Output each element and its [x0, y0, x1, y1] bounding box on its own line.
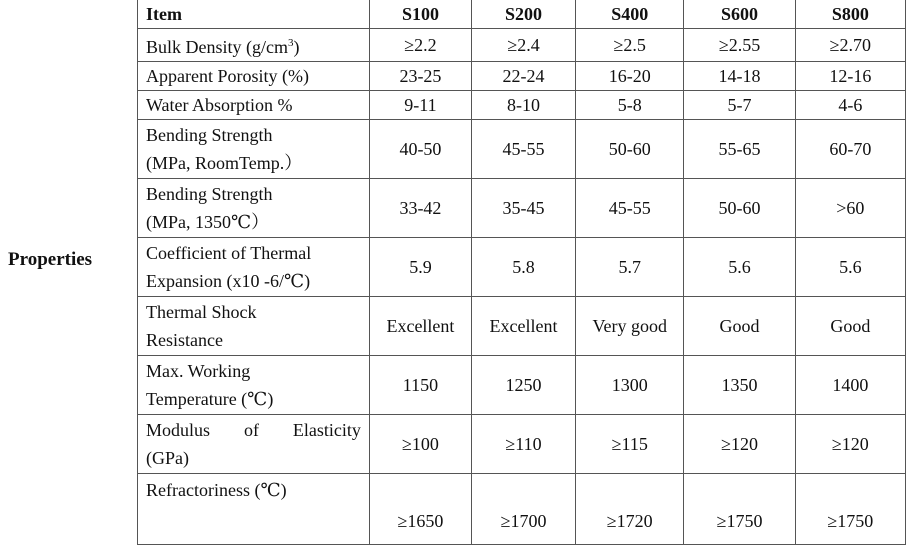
table-row	[138, 179, 906, 238]
row-value: 33-42	[369, 179, 471, 238]
row-value: 55-65	[684, 120, 795, 179]
row-label: Modulus of Elasticity (GPa)	[138, 415, 370, 474]
row-value: 1400	[795, 356, 905, 415]
row-label: Water Absorption %	[138, 91, 370, 120]
row-value: 35-45	[472, 179, 576, 238]
row-value: 9-11	[369, 91, 471, 120]
row-label: Bulk Density $(g/cm^3)$	[138, 29, 370, 62]
row-value: 50-60	[684, 179, 795, 238]
row-value: ≥115	[576, 415, 684, 474]
row-value: 5.7	[576, 238, 684, 297]
row-value: 23-25	[369, 62, 471, 91]
table-body	[138, 29, 906, 545]
row-value: ≥120	[795, 415, 905, 474]
row-value: ≥1750	[795, 474, 905, 545]
row-label: Bending Strength (MPa, 1350℃）	[138, 179, 370, 238]
header-s100: S100	[369, 0, 471, 29]
row-value: 1250	[472, 356, 576, 415]
row-value: 45-55	[472, 120, 576, 179]
row-value: Good	[795, 297, 905, 356]
row-value: ≥2.2	[369, 29, 471, 62]
row-value: ≥100	[369, 415, 471, 474]
row-value: 1300	[576, 356, 684, 415]
row-value: Excellent	[369, 297, 471, 356]
header-s400: S400	[576, 0, 684, 29]
row-value: Good	[684, 297, 795, 356]
row-value: ≥1700	[472, 474, 576, 545]
row-value: ≥2.4	[472, 29, 576, 62]
properties-label: Properties	[8, 249, 93, 270]
table-header-row	[138, 0, 906, 29]
row-value: 14-18	[684, 62, 795, 91]
row-value: >60	[795, 179, 905, 238]
row-value: 8-10	[472, 91, 576, 120]
row-value: 5-7	[684, 91, 795, 120]
row-value: 1350	[684, 356, 795, 415]
table-row	[138, 91, 906, 120]
header-s800: S800	[795, 0, 905, 29]
table-row	[138, 120, 906, 179]
table-row	[138, 62, 906, 91]
row-value: 45-55	[576, 179, 684, 238]
row-value: Very good	[576, 297, 684, 356]
row-label: Bending Strength (MPa, RoomTemp.）	[138, 120, 370, 179]
row-value: 5.6	[795, 238, 905, 297]
row-value: ≥1720	[576, 474, 684, 545]
row-value: 12-16	[795, 62, 905, 91]
table-row	[138, 238, 906, 297]
row-value: 5-8	[576, 91, 684, 120]
table-row	[138, 415, 906, 474]
row-value: 40-50	[369, 120, 471, 179]
row-value: ≥1750	[684, 474, 795, 545]
row-value: 16-20	[576, 62, 684, 91]
row-value: ≥110	[472, 415, 576, 474]
row-value: Excellent	[472, 297, 576, 356]
row-value: ≥2.70	[795, 29, 905, 62]
row-value: 50-60	[576, 120, 684, 179]
table-row	[138, 297, 906, 356]
header-s200: S200	[472, 0, 576, 29]
table-row	[138, 356, 906, 415]
row-label: Coefficient of Thermal Expansion (x10 -6/℃)	[138, 238, 370, 297]
row-label: Refractoriness (℃)	[138, 474, 370, 545]
row-value: 5.9	[369, 238, 471, 297]
row-value: 1150	[369, 356, 471, 415]
row-value: 22-24	[472, 62, 576, 91]
header-item: Item	[138, 0, 370, 29]
row-value: ≥2.55	[684, 29, 795, 62]
row-label: Max. Working Temperature (℃)	[138, 356, 370, 415]
row-label: Thermal Shock Resistance	[138, 297, 370, 356]
row-value: 5.8	[472, 238, 576, 297]
row-value: ≥1650	[369, 474, 471, 545]
row-value: ≥120	[684, 415, 795, 474]
table-row	[138, 29, 906, 62]
table-row	[138, 474, 906, 545]
row-value: 4-6	[795, 91, 905, 120]
row-value: 5.6	[684, 238, 795, 297]
properties-table	[137, 0, 906, 545]
row-value: ≥2.5	[576, 29, 684, 62]
row-label: Apparent Porosity (%)	[138, 62, 370, 91]
header-s600: S600	[684, 0, 795, 29]
row-value: 60-70	[795, 120, 905, 179]
